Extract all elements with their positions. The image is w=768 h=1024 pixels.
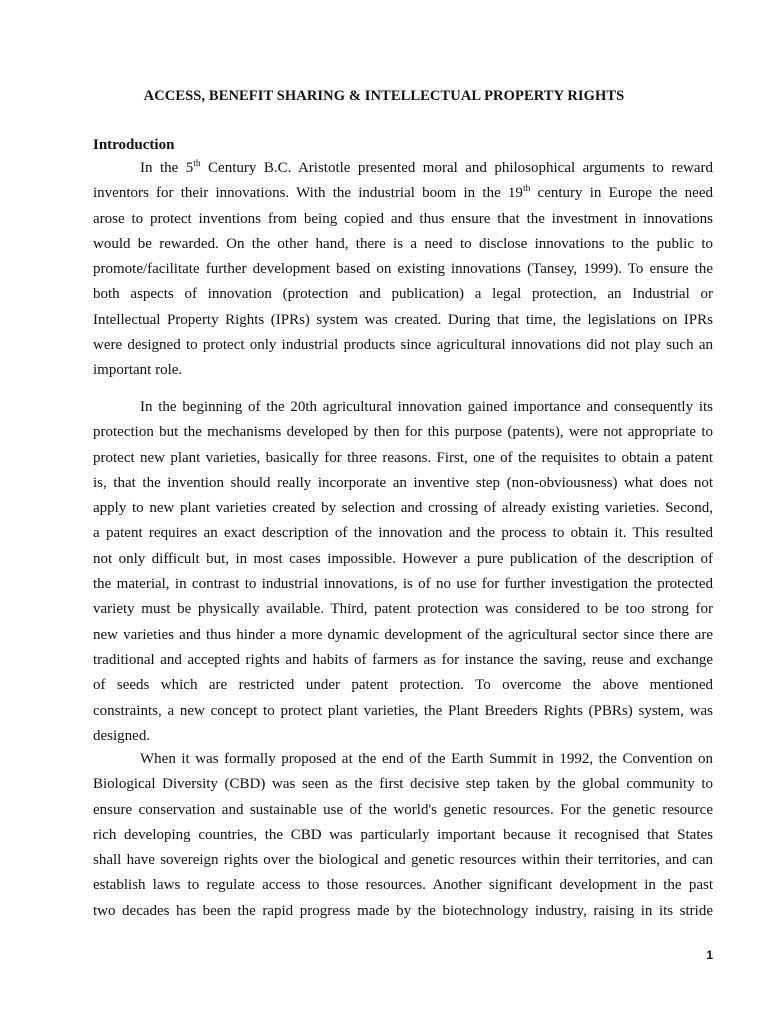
paragraph-line: not only difficult but, in most cases impossible. However a pure publication of the description of: [93, 550, 713, 567]
section-heading: Introduction: [93, 137, 175, 153]
paragraph-line: When it was formally proposed at the end of the Earth Summit in 1992, the Convention on: [140, 751, 713, 767]
paragraph-2: [93, 395, 713, 749]
document-title: ACCESS, BENEFIT SHARING & INTELLECTUAL PROPERTY RIGHTS: [143, 88, 625, 104]
paragraph-line: apply to new plant varieties created by selection and crossing of already existing varieties. Second,: [93, 500, 713, 517]
paragraph-line: ensure conservation and sustainable use of the world's genetic resources. For the genetic resource: [93, 801, 713, 818]
paragraph-line: a patent requires an exact description of the innovation and the process to obtain it. This resulted: [93, 525, 713, 542]
paragraph-line: establish laws to regulate access to those resources. Another significant development in the past: [93, 877, 713, 894]
paragraph-line: constraints, a new concept to protect plant varieties, the Plant Breeders Rights (PBRs) system, was: [93, 702, 713, 719]
paragraph-line: arose to protect inventions from being copied and thus ensure that the investment in innovations: [93, 210, 713, 227]
superscript: th: [522, 184, 531, 195]
paragraph-line: In the beginning of the 20th agricultural innovation gained importance and consequently its: [140, 399, 713, 415]
paragraph-line: inventors for their innovations. With the industrial boom in the 19th century in Europe the need: [93, 184, 713, 202]
paragraph-line: traditional and accepted rights and habits of farmers as for instance the saving, reuse and exchange: [93, 651, 713, 668]
paragraph-line: important role.: [93, 362, 183, 379]
page-number: 1: [706, 948, 713, 962]
paragraph-line: protection but the mechanisms developed by then for this purpose (patents), were not appropriate to: [93, 424, 713, 441]
paragraph-line: variety must be physically available. Third, patent protection was considered to be too strong for: [93, 601, 713, 618]
paragraph-line: of seeds which are restricted under patent protection. To overcome the above mentioned: [93, 677, 713, 694]
paragraph-3: [93, 747, 713, 924]
paragraph-line: new varieties and thus hinder a more dynamic development of the agricultural sector since there are: [93, 626, 713, 643]
paragraph-line: two decades has been the rapid progress made by the biotechnology industry, raising in its stride: [93, 902, 713, 919]
paragraph-1: [93, 156, 713, 384]
paragraph-line: rich developing countries, the CBD was particularly important because it recognised that States: [93, 826, 713, 843]
superscript: th: [193, 159, 201, 169]
paragraph-line: is, that the invention should really incorporate an inventive step (non-obviousness) what does not: [93, 474, 713, 491]
paragraph-line: promote/facilitate further development based on existing innovations (Tansey, 1999). To ensure the: [93, 261, 713, 278]
paragraph-line: Biological Diversity (CBD) was seen as the first decisive step taken by the global community to: [93, 776, 713, 793]
paragraph-line: both aspects of innovation (protection and publication) a legal protection, an Industrial or: [93, 286, 713, 303]
paragraph-line: protect new plant varieties, basically for three reasons. First, one of the requisites to obtain a patent: [93, 449, 713, 466]
paragraph-line: would be rewarded. On the other hand, there is a need to disclose innovations to the public to: [93, 235, 713, 252]
paragraph-line: shall have sovereign rights over the biological and genetic resources within their territories, and can: [93, 852, 713, 869]
paragraph-line: In the 5th Century B.C. Aristotle presented moral and philosophical arguments to reward: [140, 159, 713, 176]
paragraph-line: designed.: [93, 727, 151, 744]
paragraph-line: were designed to protect only industrial products since agricultural innovations did not play such an: [93, 337, 713, 354]
paragraph-line: the material, in contrast to industrial innovations, is of no use for further investigation the protected: [93, 576, 713, 593]
paragraph-line: Intellectual Property Rights (IPRs) system was created. During that time, the legislations on IPRs: [93, 311, 713, 328]
